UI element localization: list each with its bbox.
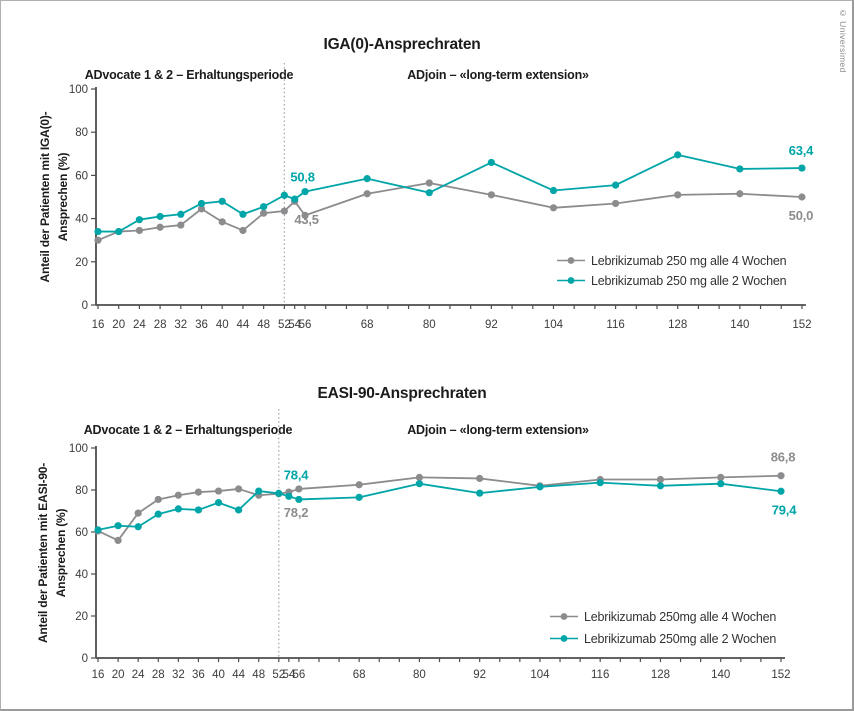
data-point xyxy=(657,476,664,483)
data-point xyxy=(136,216,143,223)
y-tick-label: 60 xyxy=(75,527,88,539)
data-point xyxy=(255,487,262,494)
legend-label: Lebrikizumab 250 mg alle 2 Wochen xyxy=(591,274,787,288)
x-tick-label: 116 xyxy=(606,319,625,331)
x-tick-label: 152 xyxy=(792,319,812,331)
data-point xyxy=(777,472,784,479)
x-tick-label: 116 xyxy=(591,669,610,681)
x-tick-label: 36 xyxy=(192,669,205,681)
x-tick-label: 40 xyxy=(212,669,225,681)
data-point xyxy=(717,474,724,481)
chart-title: EASI-90-Ansprechraten xyxy=(317,385,487,402)
chart-title: IGA(0)-Ansprechraten xyxy=(323,36,481,53)
x-tick-label: 16 xyxy=(91,669,105,681)
data-point xyxy=(612,200,619,207)
data-point xyxy=(798,164,805,171)
data-point xyxy=(550,204,557,211)
data-point xyxy=(736,165,743,172)
x-tick-label: 56 xyxy=(292,669,306,681)
y-tick-label: 80 xyxy=(75,127,88,140)
data-point xyxy=(657,482,664,489)
data-point xyxy=(281,207,288,214)
legend-marker-dot xyxy=(568,277,575,284)
data-point xyxy=(94,526,101,533)
data-point xyxy=(356,494,363,501)
x-tick-label: 140 xyxy=(711,669,731,681)
series-q2w xyxy=(94,151,805,235)
y-tick-label: 40 xyxy=(75,213,88,226)
data-point xyxy=(114,537,121,544)
data-point xyxy=(777,488,784,495)
x-tick-label: 44 xyxy=(232,669,246,681)
data-point xyxy=(219,198,226,205)
data-point xyxy=(301,188,308,195)
data-point xyxy=(155,496,162,503)
legend-marker-dot xyxy=(568,257,575,264)
data-point xyxy=(488,191,495,198)
x-tick-label: 80 xyxy=(422,319,436,331)
data-point xyxy=(295,485,302,492)
legend-label: Lebrikizumab 250mg alle 4 Wochen xyxy=(584,610,777,624)
y-axis-label: Ansprechen (%) xyxy=(56,152,70,242)
phase-label-adjoin: ADjoin – «long-term extension» xyxy=(407,423,589,437)
x-tick-label: 20 xyxy=(111,669,125,681)
data-point xyxy=(136,227,143,234)
x-tick-label: 40 xyxy=(215,319,229,331)
data-point xyxy=(175,492,182,499)
data-point xyxy=(195,489,202,496)
data-point xyxy=(260,203,267,210)
x-tick-label: 36 xyxy=(195,319,208,331)
value-label: 79,4 xyxy=(771,502,797,518)
data-point xyxy=(416,480,423,487)
legend-label: Lebrikizumab 250mg alle 2 Wochen xyxy=(584,632,777,646)
value-label: 43,5 xyxy=(294,212,319,228)
value-label: 63,4 xyxy=(788,143,814,159)
x-tick-label: 24 xyxy=(131,669,145,681)
value-label: 78,4 xyxy=(283,467,309,483)
x-tick-label: 24 xyxy=(133,319,146,331)
phase-label-advocate: ADvocate 1 & 2 – Erhaltungsperiode xyxy=(84,68,294,82)
x-tick-label: 54 xyxy=(288,319,302,331)
x-tick-label: 68 xyxy=(360,319,374,331)
data-point xyxy=(157,213,164,220)
data-point xyxy=(215,499,222,506)
x-tick-label: 28 xyxy=(153,319,167,331)
data-point xyxy=(364,175,371,182)
x-tick-label: 20 xyxy=(112,319,126,331)
x-tick-label: 68 xyxy=(352,669,366,681)
data-point xyxy=(135,510,142,517)
data-point xyxy=(155,511,162,518)
data-point xyxy=(476,490,483,497)
x-tick-label: 56 xyxy=(298,319,312,331)
data-point xyxy=(219,218,226,225)
data-point xyxy=(198,200,205,207)
x-tick-label: 32 xyxy=(174,319,188,331)
data-point xyxy=(717,480,724,487)
chart-easi90-response xyxy=(1,356,854,711)
y-tick-label: 20 xyxy=(75,611,88,623)
value-label: 50,8 xyxy=(290,169,315,185)
data-point xyxy=(195,506,202,513)
phase-label-advocate: ADvocate 1 & 2 – Erhaltungsperiode xyxy=(83,423,293,437)
data-point xyxy=(177,221,184,228)
data-point xyxy=(674,151,681,158)
data-point xyxy=(175,505,182,512)
data-point xyxy=(426,179,433,186)
data-point xyxy=(275,490,282,497)
y-tick-label: 40 xyxy=(75,569,88,581)
series-q2w xyxy=(94,479,784,533)
y-tick-label: 80 xyxy=(75,485,88,497)
y-axis-label: Ansprechen (%) xyxy=(54,508,68,598)
y-tick-label: 0 xyxy=(81,300,88,312)
data-point xyxy=(177,211,184,218)
value-label: 86,8 xyxy=(770,449,796,465)
y-tick-label: 60 xyxy=(75,170,88,183)
data-point xyxy=(235,485,242,492)
data-point xyxy=(157,224,164,231)
x-tick-label: 52 xyxy=(277,319,291,331)
x-tick-label: 104 xyxy=(530,669,550,681)
chart-iga0-response xyxy=(1,1,854,356)
data-point xyxy=(295,496,302,503)
x-tick-label: 140 xyxy=(730,319,750,331)
data-point xyxy=(536,483,543,490)
x-tick-label: 104 xyxy=(543,319,564,331)
phase-label-adjoin: ADjoin – «long-term extension» xyxy=(407,68,589,82)
data-point xyxy=(281,192,288,199)
data-point xyxy=(356,481,363,488)
series-q4w xyxy=(94,179,805,243)
x-tick-label: 128 xyxy=(668,319,688,331)
data-point xyxy=(426,189,433,196)
y-tick-label: 100 xyxy=(68,84,88,96)
data-point xyxy=(674,191,681,198)
x-tick-label: 92 xyxy=(473,669,487,681)
y-tick-label: 20 xyxy=(75,256,88,269)
x-tick-label: 92 xyxy=(484,319,498,331)
value-label: 50,0 xyxy=(788,208,814,223)
data-point xyxy=(476,475,483,482)
data-point xyxy=(135,523,142,530)
x-tick-label: 28 xyxy=(151,669,165,681)
data-point xyxy=(416,474,423,481)
x-tick-label: 54 xyxy=(282,669,296,681)
data-point xyxy=(550,187,557,194)
series-line xyxy=(98,155,802,232)
data-point xyxy=(285,493,292,500)
y-tick-label: 100 xyxy=(68,443,88,455)
value-label: 78,2 xyxy=(283,504,309,520)
data-point xyxy=(239,211,246,218)
x-tick-label: 48 xyxy=(257,319,271,331)
legend-marker-dot xyxy=(561,613,568,620)
data-point xyxy=(114,522,121,529)
legend-label: Lebrikizumab 250 mg alle 4 Wochen xyxy=(591,254,787,268)
data-point xyxy=(291,196,298,203)
x-tick-label: 152 xyxy=(771,669,791,681)
x-tick-label: 44 xyxy=(236,319,250,331)
data-point xyxy=(239,227,246,234)
y-axis-label: Anteil der Patienten mit IGA(0)- xyxy=(38,111,52,283)
data-point xyxy=(94,237,101,244)
y-tick-label: 0 xyxy=(81,653,88,665)
x-tick-label: 32 xyxy=(171,669,185,681)
x-tick-label: 16 xyxy=(91,319,105,331)
y-axis-label: Anteil der Patienten mit EASI-90- xyxy=(36,462,50,644)
x-tick-label: 128 xyxy=(650,669,671,681)
data-point xyxy=(260,210,267,217)
data-point xyxy=(364,190,371,197)
legend-marker-dot xyxy=(561,635,568,642)
data-point xyxy=(94,228,101,235)
data-point xyxy=(798,193,805,200)
x-tick-label: 80 xyxy=(413,669,426,681)
x-tick-label: 52 xyxy=(272,669,286,681)
data-point xyxy=(488,159,495,166)
copyright-credit: © Universimed xyxy=(838,8,848,73)
x-tick-label: 48 xyxy=(252,669,266,681)
data-point xyxy=(612,182,619,189)
data-point xyxy=(215,487,222,494)
data-point xyxy=(115,228,122,235)
data-point xyxy=(736,190,743,197)
data-point xyxy=(597,479,604,486)
data-point xyxy=(235,506,242,513)
